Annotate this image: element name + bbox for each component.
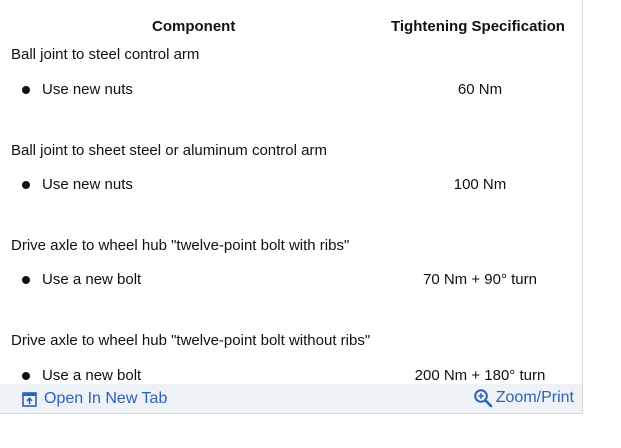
bullet-icon [22, 181, 30, 189]
group-title: Ball joint to sheet steel or aluminum control arm [11, 142, 327, 159]
group-title: Drive axle to wheel hub "twelve-point bolt with ribs" [11, 237, 350, 254]
open-in-new-tab-label: Open In New Tab [44, 390, 168, 407]
row-spec: 60 Nm [457, 81, 503, 98]
zoom-magnifier-icon [473, 388, 493, 408]
header-tightening-spec: Tightening Specification [391, 18, 565, 35]
group-title: Ball joint to steel control arm [11, 46, 200, 63]
row-note: Use a new bolt [42, 271, 142, 288]
open-in-new-tab-link[interactable] [22, 390, 167, 408]
bullet-icon [22, 276, 30, 284]
row-spec: 100 Nm [453, 176, 507, 193]
zoom-print-label: Zoom/Print [495, 389, 574, 406]
bullet-icon [22, 86, 30, 94]
open-new-tab-icon [22, 392, 37, 407]
row-spec: 200 Nm + 180° turn [414, 367, 546, 384]
header-component: Component [152, 18, 236, 35]
table-footer [0, 384, 582, 414]
row-note: Use new nuts [42, 81, 133, 98]
row-note: Use new nuts [42, 176, 133, 193]
zoom-print-link[interactable] [473, 388, 574, 408]
row-note: Use a new bolt [42, 367, 142, 384]
bullet-icon [22, 372, 30, 380]
group-title: Drive axle to wheel hub "twelve-point bolt without ribs" [11, 332, 371, 349]
row-spec: 70 Nm + 90° turn [423, 271, 537, 288]
